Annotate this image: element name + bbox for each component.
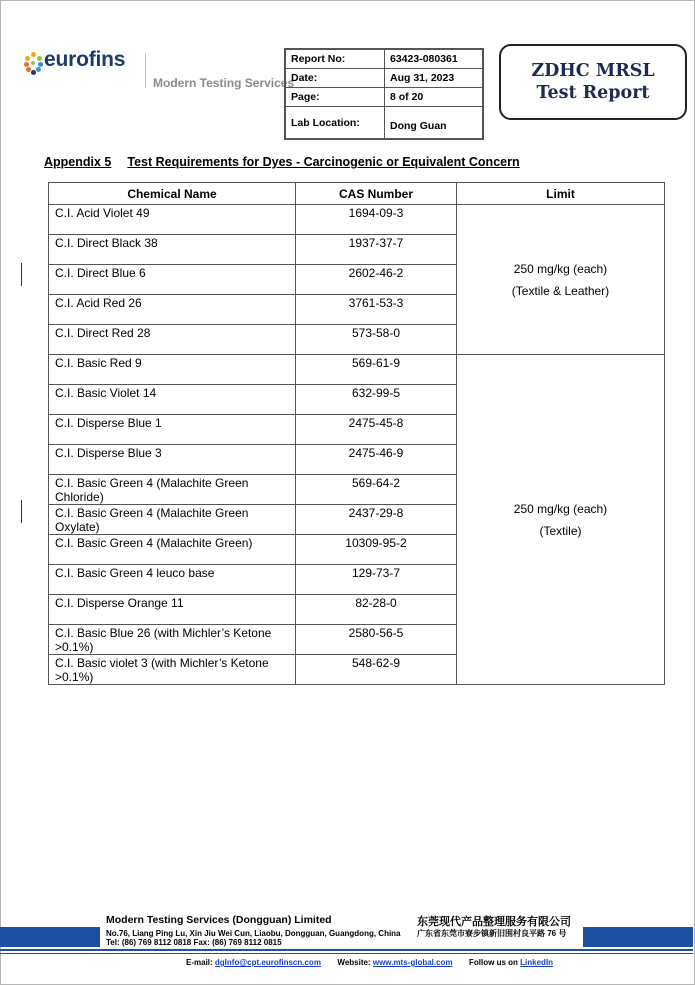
cas-number: 2475-46-9 [296,445,457,475]
revision-margin-mark [21,263,22,286]
eurofins-logo-icon [24,52,44,72]
limit-cell-group2 [457,355,665,685]
chemical-name: C.I. Basic Green 4 leuco base [49,565,296,595]
follow-label: Follow us on [469,958,518,967]
cas-number: 569-64-2 [296,475,457,505]
website-link[interactable]: www.mts-global.com [372,958,453,967]
limit-cell-group1 [457,205,665,355]
appendix-number: Appendix 5 [44,155,112,169]
logo-divider [145,53,146,88]
limit-scope: (Textile) [539,523,582,538]
page-value: 8 of 20 [385,88,484,107]
limit-value: 250 mg/kg (each) [513,501,608,516]
appendix-title: Test Requirements for Dyes - Carcinogenic or Equivalent Concern [127,155,520,169]
chemical-name: C.I. Basic Violet 14 [49,385,296,415]
footer-address-cn: 广东省东莞市寮步镇新旧围村良平路 76 号 [417,929,567,938]
report-no-value: 63423-080361 [385,49,484,69]
chemical-name: C.I. Direct Black 38 [49,235,296,265]
linkedin-link[interactable]: LinkedIn [520,958,554,967]
cas-number: 129-73-7 [296,565,457,595]
chemical-name: C.I. Disperse Blue 1 [49,415,296,445]
chemical-name: C.I. Acid Violet 49 [49,205,296,235]
cas-number: 2580-56-5 [296,625,457,655]
email-label: E-mail: [186,958,213,967]
cas-number: 632-99-5 [296,385,457,415]
footer-rule-thin [0,953,693,954]
table-row [49,205,665,235]
cas-number: 82-28-0 [296,595,457,625]
cas-number: 2602-46-2 [296,265,457,295]
cas-number: 2475-45-8 [296,415,457,445]
limit-value: 250 mg/kg (each) [513,261,608,276]
footer-tel-fax: Tel: (86) 769 8112 0818 Fax: (86) 769 8112 0815 [106,938,282,947]
logo-wordmark: eurofins [44,48,126,71]
cas-number: 10309-95-2 [296,535,457,565]
cas-number: 2437-29-8 [296,505,457,535]
chemical-name: C.I. Basic Red 9 [49,355,296,385]
chemical-name: C.I. Basic Green 4 (Malachite Green Chloride) [49,475,296,505]
logo-subtitle: Modern Testing Services [153,76,295,90]
chemical-name: C.I. Basic Green 4 (Malachite Green Oxylate) [49,505,296,535]
column-header-cas-number: CAS Number [296,183,457,205]
page-label: Page: [285,88,385,107]
footer-links [186,958,553,967]
dyes-requirements-table [48,182,665,685]
zdhc-badge [499,44,687,120]
column-header-chemical-name: Chemical Name [49,183,296,205]
cas-number: 1694-09-3 [296,205,457,235]
report-info-table [284,48,484,140]
chemical-name: C.I. Basic Green 4 (Malachite Green) [49,535,296,565]
lab-location-label: Lab Location: [285,107,385,140]
website-label: Website: [337,958,371,967]
footer-bar-left [0,927,100,947]
footer-company-name-cn: 东莞现代产品整理服务有限公司 [417,916,571,928]
chemical-name: C.I. Basic violet 3 (with Michler’s Ketone >0.1%) [49,655,296,685]
zdhc-badge-line2: Test Report [536,83,650,103]
chemical-name: C.I. Acid Red 26 [49,295,296,325]
appendix-heading [44,155,520,169]
footer-address: No.76, Liang Ping Lu, Xin Jiu Wei Cun, Liaobu, Dongguan, Guangdong, China [106,929,401,938]
report-no-label: Report No: [285,49,385,69]
date-label: Date: [285,69,385,88]
limit-scope: (Textile & Leather) [511,283,610,298]
revision-margin-mark [21,500,22,523]
chemical-name: C.I. Disperse Blue 3 [49,445,296,475]
date-value: Aug 31, 2023 [385,69,484,88]
footer-company-name: Modern Testing Services (Dongguan) Limited [106,914,332,926]
zdhc-badge-line1: ZDHC MRSL [531,61,655,81]
table-row [49,355,665,385]
footer-rule [0,949,693,951]
cas-number: 569-61-9 [296,355,457,385]
chemical-name: C.I. Disperse Orange 11 [49,595,296,625]
cas-number: 548-62-9 [296,655,457,685]
footer-bar-right [583,927,693,947]
cas-number: 573-58-0 [296,325,457,355]
chemical-name: C.I. Direct Blue 6 [49,265,296,295]
chemical-name: C.I. Basic Blue 26 (with Michler’s Ketone >0.1%) [49,625,296,655]
chemical-name: C.I. Direct Red 28 [49,325,296,355]
lab-location-value: Dong Guan [385,107,484,140]
column-header-limit: Limit [457,183,665,205]
cas-number: 1937-37-7 [296,235,457,265]
cas-number: 3761-53-3 [296,295,457,325]
email-link[interactable]: dgInfo@cpt.eurofinscn.com [214,958,321,967]
